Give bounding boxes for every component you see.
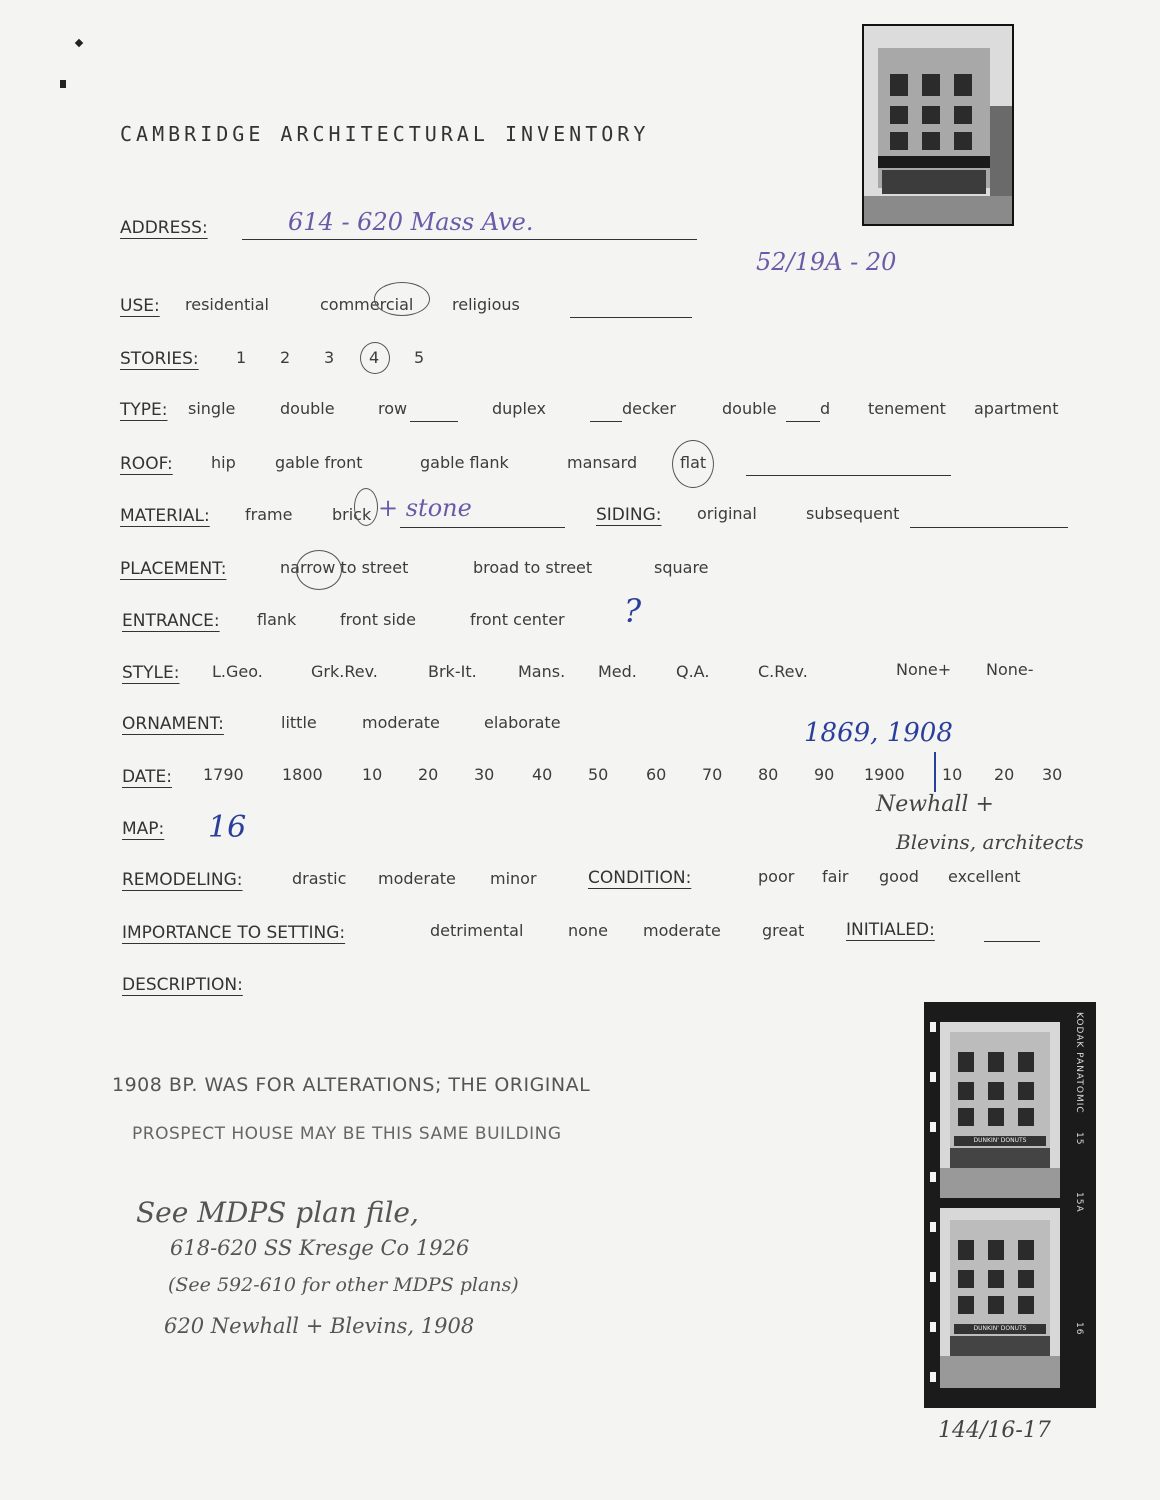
roof-mansard[interactable]: mansard [567, 453, 638, 472]
style-mans[interactable]: Mans. [518, 662, 566, 681]
date-70[interactable]: 70 [702, 765, 723, 784]
date-label: DATE: [122, 767, 172, 787]
siding-label: SIDING: [596, 505, 662, 525]
type-row[interactable]: row [378, 399, 408, 418]
contact-sheet-strip [924, 1002, 1096, 1408]
importance-label: IMPORTANCE TO SETTING: [122, 923, 346, 943]
use-commercial[interactable]: commercial [320, 295, 414, 314]
stories-1[interactable]: 1 [236, 348, 247, 367]
type-decker[interactable]: decker [622, 399, 676, 418]
material-label: MATERIAL: [120, 506, 210, 526]
date-arrow [934, 752, 936, 792]
entrance-question: ? [624, 592, 642, 630]
importance-detrimental[interactable]: detrimental [430, 921, 524, 940]
entrance-front-center[interactable]: front center [470, 610, 565, 629]
use-other-line [570, 316, 692, 318]
address-label: ADDRESS: [120, 218, 208, 238]
description-line-1: 1908 BP. WAS FOR ALTERATIONS; THE ORIGINAL [112, 1074, 591, 1096]
film-brand: KODAK PANATOMIC [1074, 1012, 1084, 1114]
ornament-little[interactable]: little [281, 713, 317, 732]
form-title: CAMBRIDGE ARCHITECTURAL INVENTORY [120, 122, 650, 146]
description-line-4: 618-620 SS Kresge Co 1926 [170, 1236, 470, 1260]
type-decker-line [590, 420, 622, 422]
placement-broad[interactable]: broad to street [473, 558, 593, 577]
map-value[interactable]: 16 [208, 810, 247, 845]
date-1920[interactable]: 20 [994, 765, 1015, 784]
stories-4[interactable]: 4 [369, 348, 380, 367]
roof-hip[interactable]: hip [211, 453, 236, 472]
ornament-moderate[interactable]: moderate [362, 713, 440, 732]
description-line-6: 620 Newhall + Blevins, 1908 [164, 1314, 475, 1338]
condition-label: CONDITION: [588, 868, 692, 888]
style-none-minus[interactable]: None- [986, 660, 1034, 679]
roof-flat-circle [672, 440, 714, 488]
date-10[interactable]: 10 [362, 765, 383, 784]
condition-good[interactable]: good [879, 867, 919, 886]
roof-gable-front[interactable]: gable front [275, 453, 363, 472]
type-double2[interactable]: double [722, 399, 777, 418]
material-frame[interactable]: frame [245, 505, 293, 524]
sign-dunkin-2: DUNKIN' DONUTS [954, 1324, 1046, 1334]
style-lgeo[interactable]: L.Geo. [212, 662, 263, 681]
use-label: USE: [120, 296, 160, 316]
corner-mark-2 [60, 80, 66, 88]
placement-label: PLACEMENT: [120, 559, 227, 579]
entrance-front-side[interactable]: front side [340, 610, 416, 629]
type-double[interactable]: double [280, 399, 335, 418]
date-1900[interactable]: 1900 [864, 765, 905, 784]
date-80[interactable]: 80 [758, 765, 779, 784]
date-60[interactable]: 60 [646, 765, 667, 784]
roof-other-line [746, 474, 951, 476]
date-50[interactable]: 50 [588, 765, 609, 784]
parcel-number: 52/19A - 20 [756, 248, 897, 276]
architects-line-1: Newhall + [876, 792, 994, 817]
sign-dunkin-1: DUNKIN' DONUTS [954, 1136, 1046, 1146]
importance-great[interactable]: great [762, 921, 805, 940]
condition-fair[interactable]: fair [822, 867, 849, 886]
roof-gable-flank[interactable]: gable flank [420, 453, 509, 472]
initialed-label: INITIALED: [846, 920, 935, 940]
remodeling-drastic[interactable]: drastic [292, 869, 347, 888]
stories-3[interactable]: 3 [324, 348, 335, 367]
description-line-3: See MDPS plan file, [136, 1196, 419, 1229]
type-double-line [786, 420, 820, 422]
date-1800[interactable]: 1800 [282, 765, 323, 784]
film-frame-2: 16 [1074, 1322, 1084, 1336]
placement-narrow-circle [296, 550, 342, 590]
address-line [242, 238, 697, 240]
description-line-5: (See 592-610 for other MDPS plans) [168, 1274, 519, 1296]
condition-poor[interactable]: poor [758, 867, 795, 886]
type-row-line [410, 420, 458, 422]
film-frame-label: 15A [1074, 1192, 1084, 1213]
map-label: MAP: [122, 819, 165, 839]
contact-frame-1 [940, 1022, 1060, 1198]
use-religious[interactable]: religious [452, 295, 520, 314]
roof-label: ROOF: [120, 454, 173, 474]
style-brkit[interactable]: Brk-It. [428, 662, 477, 681]
siding-original[interactable]: original [697, 504, 757, 523]
siding-subsequent[interactable]: subsequent [806, 504, 900, 523]
film-frame-1: 15 [1074, 1132, 1084, 1146]
type-single[interactable]: single [188, 399, 236, 418]
remodeling-moderate[interactable]: moderate [378, 869, 456, 888]
type-apartment[interactable]: apartment [974, 399, 1059, 418]
entrance-label: ENTRANCE: [122, 611, 220, 631]
description-line-2: PROSPECT HOUSE MAY BE THIS SAME BUILDING [132, 1124, 562, 1144]
corner-mark-1 [75, 39, 83, 47]
building-photo [862, 24, 1014, 226]
placement-square[interactable]: square [654, 558, 709, 577]
type-duplex[interactable]: duplex [492, 399, 546, 418]
date-1910[interactable]: 10 [942, 765, 963, 784]
roof-flat[interactable]: flat [680, 453, 707, 472]
date-30[interactable]: 30 [474, 765, 495, 784]
ornament-label: ORNAMENT: [122, 714, 224, 734]
contact-frame-2 [940, 1208, 1060, 1388]
material-line [400, 526, 565, 528]
date-handwritten: 1869, 1908 [804, 718, 953, 748]
material-brick-circle [354, 488, 378, 526]
type-d[interactable]: d [820, 399, 831, 418]
material-brick[interactable]: brick [332, 505, 372, 524]
material-stone: + stone [378, 494, 472, 522]
date-20[interactable]: 20 [418, 765, 439, 784]
style-label: STYLE: [122, 663, 180, 683]
remodeling-label: REMODELING: [122, 870, 243, 890]
importance-none[interactable]: none [568, 921, 608, 940]
description-label: DESCRIPTION: [122, 975, 243, 995]
use-residential[interactable]: residential [185, 295, 269, 314]
stories-5[interactable]: 5 [414, 348, 425, 367]
condition-excellent[interactable]: excellent [948, 867, 1021, 886]
use-commercial-circle [374, 282, 430, 316]
style-grkrev[interactable]: Grk.Rev. [311, 662, 378, 681]
stories-2[interactable]: 2 [280, 348, 291, 367]
date-1930[interactable]: 30 [1042, 765, 1063, 784]
date-1790[interactable]: 1790 [203, 765, 244, 784]
date-40[interactable]: 40 [532, 765, 553, 784]
style-crev[interactable]: C.Rev. [758, 662, 808, 681]
type-tenement[interactable]: tenement [868, 399, 946, 418]
initialed-line [984, 940, 1040, 942]
entrance-flank[interactable]: flank [257, 610, 297, 629]
negative-number: 144/16-17 [938, 1418, 1051, 1443]
placement-narrow[interactable]: narrow to street [280, 558, 409, 577]
siding-line [910, 526, 1068, 528]
stories-label: STORIES: [120, 349, 199, 369]
style-qa[interactable]: Q.A. [676, 662, 710, 681]
style-none-plus[interactable]: None+ [896, 660, 952, 679]
ornament-elaborate[interactable]: elaborate [484, 713, 561, 732]
stories-4-circle [360, 342, 390, 374]
type-label: TYPE: [120, 400, 168, 420]
architects-line-2: Blevins, architects [896, 830, 1084, 854]
style-med[interactable]: Med. [598, 662, 637, 681]
remodeling-minor[interactable]: minor [490, 869, 537, 888]
importance-moderate[interactable]: moderate [643, 921, 721, 940]
address-value[interactable]: 614 - 620 Mass Ave. [288, 208, 534, 236]
date-90[interactable]: 90 [814, 765, 835, 784]
